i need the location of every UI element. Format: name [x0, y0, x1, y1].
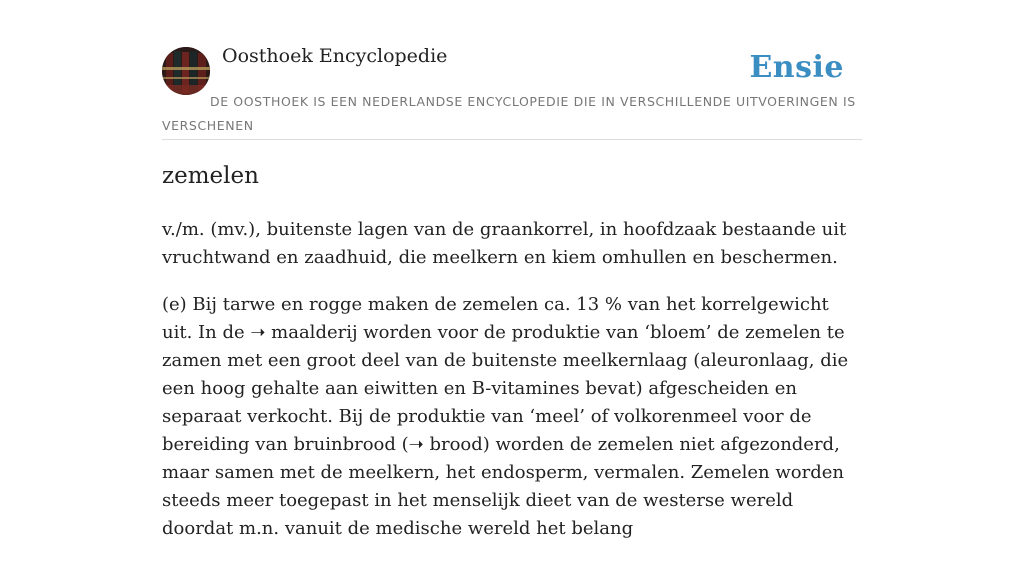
- header-divider: [162, 139, 862, 140]
- site-name[interactable]: Oosthoek Encyclopedie: [222, 45, 448, 67]
- encyclopedia-books-icon: [162, 47, 210, 95]
- article-paragraph: v./m. (mv.), buitenste lagen van de graankorrel, in hoofdzaak bestaande uit vruchtwand en zaadhuid, die meelkern en kiem omhullen en beschermen.: [162, 219, 847, 268]
- site-avatar[interactable]: [162, 47, 210, 95]
- ensie-logo[interactable]: Ensie: [749, 50, 844, 85]
- article-paragraph: (e) Bij tarwe en rogge maken de zemelen ca. 13 % van het korrelgewicht uit. In de ➝ maalderij worden voor de produktie van ‘bloem’ de zemelen te zamen met een groot deel van de buitenste meelkernlaag (aleuronlaag, die een hoog gehalte aan eiwitten en B-vitamines bevat) afgescheiden en separaat verkocht. Bij de produktie van ‘meel’ of volkorenmeel voor de bereiding van bruinbrood (➝ brood) worden de zemelen niet afgezonderd, maar samen met de meelkern, het endosperm, vermalen. Zemelen worden steeds meer toegepast in het menselijk dieet van de westerse wereld doordat m.n. vanuit de medische wereld het belang: [162, 294, 849, 539]
- site-tagline: DE OOSTHOEK IS EEN NEDERLANDSE ENCYCLOPEDIE DIE IN VERSCHILLENDE UITVOERINGEN IS VERSCHENEN: [162, 94, 856, 133]
- article-title: zemelen: [162, 163, 259, 189]
- article-body: [162, 216, 862, 562]
